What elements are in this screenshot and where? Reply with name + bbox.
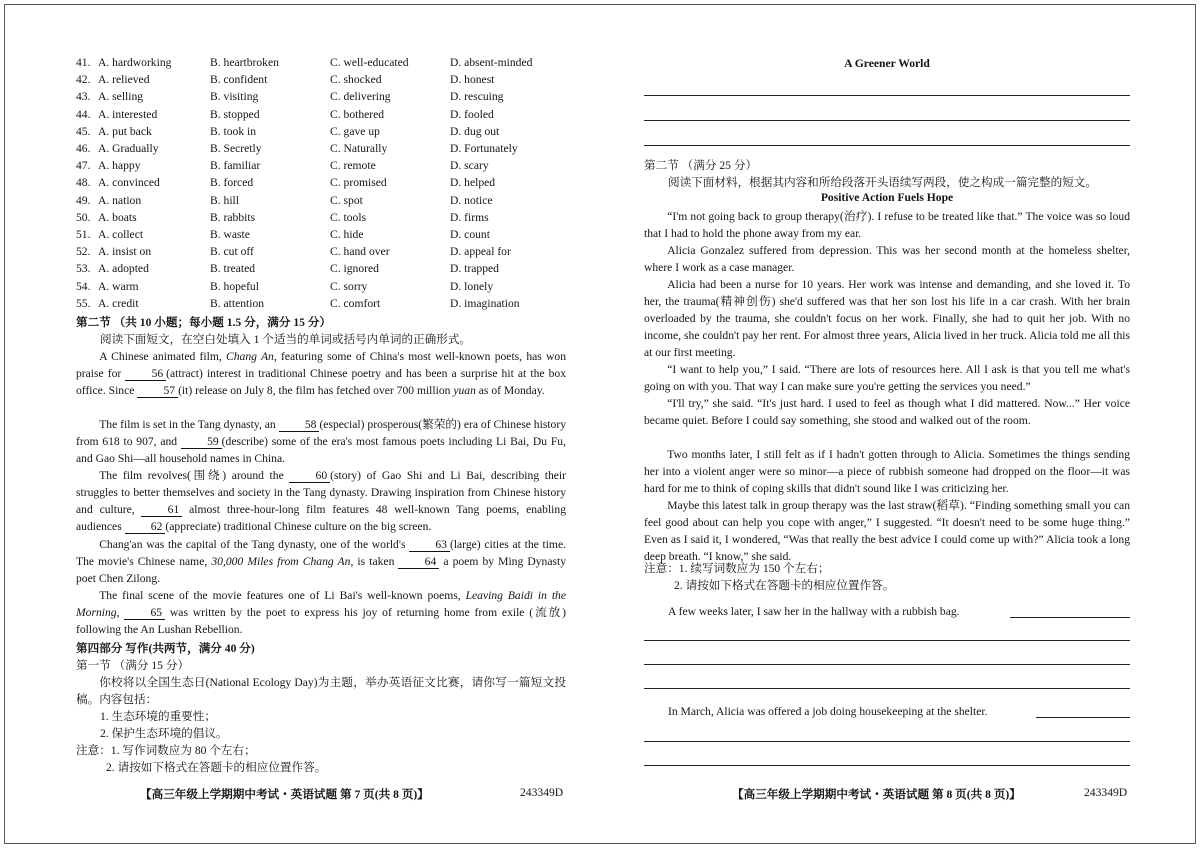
option-b-q50[interactable]: B. rabbits [210, 210, 256, 224]
blank-61[interactable]: 61 [141, 503, 182, 517]
option-b-q51[interactable]: B. waste [210, 228, 250, 241]
writing-line[interactable] [644, 145, 1130, 146]
paper-code-right: 243349D [1084, 786, 1128, 799]
option-d-q45[interactable]: D. dug out [450, 124, 500, 138]
option-c-q54[interactable]: C. sorry [330, 279, 368, 293]
option-c-q51[interactable]: C. hide [330, 228, 364, 241]
question-number: 50. [76, 210, 91, 224]
writing-line[interactable] [644, 640, 1130, 641]
option-c-q52[interactable]: C. hand over [330, 245, 390, 259]
option-a-q41[interactable]: A. hardworking [98, 56, 172, 69]
continuation-section-title: 第二节 （满分 25 分） [644, 159, 758, 172]
writing-line[interactable] [644, 741, 1130, 742]
question-number: 55. [76, 296, 91, 310]
paper-code-left: 243349D [520, 786, 564, 799]
option-d-q54[interactable]: D. lonely [450, 279, 494, 293]
option-b-q43[interactable]: B. visiting [210, 90, 259, 104]
question-number: 46. [76, 142, 91, 155]
continuation-instruction: 阅读下面材料，根据其内容和所给段落开头语续写两段，使之构成一篇完整的短文。 [668, 176, 1097, 189]
option-b-q45[interactable]: B. took in [210, 124, 257, 138]
option-c-q49[interactable]: C. spot [330, 193, 363, 207]
option-c-q50[interactable]: C. tools [330, 210, 367, 224]
option-a-q49[interactable]: A. nation [98, 193, 142, 207]
passage-paragraph-5: The final scene of the movie features one of Li Bai's well-known poems, Leaving Baidi in the Morning, 65 was written by the poet to express his joy of returning home from exile (流放) following the An Lushan Rebellion. [76, 589, 566, 636]
option-b-q49[interactable]: B. hill [210, 193, 239, 207]
option-c-q42[interactable]: C. shocked [330, 73, 382, 87]
paragraph-starter-2: In March, Alicia was offered a job doing housekeeping at the shelter. [668, 705, 988, 718]
question-number: 47. [76, 159, 91, 173]
writing-line[interactable] [644, 688, 1130, 689]
option-d-q53[interactable]: D. trapped [450, 262, 499, 276]
blank-65[interactable]: 65 [124, 606, 165, 620]
question-number: 43. [76, 90, 91, 104]
option-d-q44[interactable]: D. fooled [450, 107, 494, 121]
blank-64[interactable]: 64 [398, 555, 439, 569]
option-b-q53[interactable]: B. treated [210, 262, 256, 276]
content-item-1: 1. 生态环境的重要性； [100, 710, 216, 723]
option-a-q48[interactable]: A. convinced [98, 176, 160, 190]
question-number: 45. [76, 124, 91, 138]
option-a-q51[interactable]: A. collect [98, 228, 144, 241]
option-c-q44[interactable]: C. bothered [330, 107, 385, 121]
blank-62[interactable]: 62 [125, 520, 166, 534]
writing-line[interactable] [1010, 617, 1130, 618]
blank-63[interactable]: 63 [409, 538, 450, 552]
blank-56[interactable]: 56 [125, 367, 166, 381]
question-number: 44. [76, 107, 91, 121]
story-paragraph-7: Maybe this latest talk in group therapy was the last straw(稻草). “Finding something small you can feel good about can help you cope with anger,” I suggested. “It doesn't need to be some huge thing.” Even as I said it, I wondered, “Was that really the best advice I could come up with?” Alicia took a long deep breath. “I know,” she said. [644, 499, 1130, 563]
story-paragraph-5: “I'll try,” she said. “It's just hard. I used to feel as though what I did mattered. Now...” Her voice became quiet. Before I could say something, she stood and walked out of the room. [644, 397, 1130, 427]
option-a-q44[interactable]: A. interested [98, 107, 158, 121]
option-b-q55[interactable]: B. attention [210, 296, 265, 310]
question-number: 52. [76, 245, 91, 259]
option-b-q54[interactable]: B. hopeful [210, 279, 259, 293]
option-d-q48[interactable]: D. helped [450, 176, 496, 190]
option-c-q45[interactable]: C. gave up [330, 124, 380, 138]
option-c-q46[interactable]: C. Naturally [330, 142, 388, 155]
continuation-note-1: 注意：1. 续写词数应为 150 个左右； [644, 562, 830, 575]
page-footer-left: 【高三年级上学期期中考试・英语试题 第 7 页(共 8 页)】 [140, 788, 429, 801]
writing-note-2: 2. 请按如下格式在答题卡的相应位置作答。 [106, 761, 327, 774]
blank-57[interactable]: 57 [137, 384, 178, 398]
question-number: 42. [76, 73, 91, 87]
passage-paragraph-1: A Chinese animated film, Chang An, featuring some of China's most well-known poets, has won praise for 56 (attract) interest in traditional Chinese poetry and has been a surprise hit at the box office. Since 57 (it) release on July 8, the film has fetched over 700 million yuan as of Monday. [76, 350, 566, 397]
question-number: 48. [76, 176, 91, 190]
option-c-q48[interactable]: C. promised [330, 176, 387, 190]
option-a-q46[interactable]: A. Gradually [98, 142, 159, 155]
blank-59[interactable]: 59 [181, 435, 222, 449]
writing-line[interactable] [1036, 717, 1130, 718]
option-a-q55[interactable]: A. credit [98, 296, 139, 310]
option-d-q50[interactable]: D. firms [450, 210, 489, 224]
passage-paragraph-2: The film is set in the Tang dynasty, an 58 (especial) prosperous(繁荣的) era of Chinese history from 618 to 907, and 59 (describe) some of the era's most famous poets including Li Bai, Du Fu, and Gao Shi—all household names in China. [76, 418, 567, 465]
content-item-2: 2. 保护生态环境的倡议。 [100, 727, 228, 740]
writing-line[interactable] [644, 765, 1130, 766]
essay-title: A Greener World [844, 57, 930, 70]
story-paragraph-3: Alicia had been a nurse for 10 years. Her work was intense and demanding, and she loved it. To her, the trauma(精神创伤) she'd suffered was that her son lost his life in a car crash. With her brain overloaded by the trauma, she couldn't focus on her work. Finally, she had to quit her job. With no income, she couldn't pay her rent. For almost three years, Alicia lived in her truck. Alicia told me all this at our first meeting. [644, 278, 1130, 359]
option-a-q47[interactable]: A. happy [98, 159, 141, 173]
part4-title: 第四部分 写作(共两节，满分 40 分) [76, 642, 255, 655]
story-paragraph-2: Alicia Gonzalez suffered from depression. This was her second month at the homeless shelter, where I work as a case manager. [644, 244, 1130, 274]
question-number: 41. [76, 56, 91, 69]
question-number: 51. [76, 228, 91, 241]
story-paragraph-1: “I'm not going back to group therapy(治疗). I refuse to be treated like that.” The voice was so loud that I had to hold the phone away from my ear. [644, 210, 1130, 240]
writing-line[interactable] [644, 120, 1130, 121]
passage-paragraph-3: The film revolves(围绕) around the 60 (story) of Gao Shi and Li Bai, describing their struggles to better themselves and society in the Tang dynasty. Drawing inspiration from Chinese history and culture, 61 almost three-hour-long film features 48 well-known Tang poems, enabling audiences 62 (appreciate) traditional Chinese culture on the big screen. [76, 469, 567, 533]
blank-58[interactable]: 58 [279, 418, 320, 432]
option-d-q51[interactable]: D. count [450, 228, 490, 241]
option-d-q55[interactable]: D. imagination [450, 296, 520, 310]
option-d-q52[interactable]: D. appeal for [450, 245, 511, 259]
question-number: 54. [76, 279, 91, 293]
option-d-q47[interactable]: D. scary [450, 159, 489, 173]
option-a-q43[interactable]: A. selling [98, 90, 144, 104]
option-d-q43[interactable]: D. rescuing [450, 90, 504, 104]
option-b-q52[interactable]: B. cut off [210, 245, 254, 259]
option-d-q46[interactable]: D. Fortunately [450, 142, 518, 155]
option-d-q42[interactable]: D. honest [450, 73, 495, 87]
option-a-q52[interactable]: A. insist on [98, 245, 152, 259]
option-a-q50[interactable]: A. boats [98, 210, 137, 224]
writing-section1-instruction: 你校将以全国生态日(National Ecology Day)为主题，举办英语征文比赛，请你写一篇短文投稿。内容包括： [76, 676, 566, 706]
option-b-q41[interactable]: B. heartbroken [210, 56, 279, 69]
writing-line[interactable] [644, 664, 1130, 665]
option-d-q49[interactable]: D. notice [450, 193, 493, 207]
option-a-q42[interactable]: A. relieved [98, 73, 150, 87]
writing-section1-title: 第一节 （满分 15 分） [76, 659, 190, 672]
option-d-q41[interactable]: D. absent-minded [450, 56, 533, 69]
passage-paragraph-4: Chang'an was the capital of the Tang dynasty, one of the world's 63 (large) cities at the time. The movie's Chinese name, 30,000 Miles from Chang An, is taken 64 a poem by Ming Dynasty poet Chen Zilong. [76, 538, 566, 585]
section2-instruction: 阅读下面短文，在空白处填入 1 个适当的单词或括号内单词的正确形式。 [100, 333, 472, 346]
option-c-q43[interactable]: C. delivering [330, 90, 391, 104]
option-c-q55[interactable]: C. comfort [330, 296, 381, 310]
writing-note-1: 注意：1. 写作词数应为 80 个左右； [76, 744, 256, 757]
blank-60[interactable]: 60 [289, 469, 330, 483]
option-c-q41[interactable]: C. well-educated [330, 56, 409, 69]
writing-line[interactable] [644, 95, 1130, 96]
option-b-q44[interactable]: B. stopped [210, 107, 260, 121]
question-number: 49. [76, 193, 91, 207]
option-b-q47[interactable]: B. familiar [210, 159, 261, 173]
option-a-q54[interactable]: A. warm [98, 279, 139, 293]
option-c-q53[interactable]: C. ignored [330, 262, 379, 276]
option-b-q46[interactable]: B. Secretly [210, 142, 262, 155]
section2-title: 第二节 （共 10 小题；每小题 1.5 分，满分 15 分） [76, 316, 332, 329]
question-number: 53. [76, 262, 91, 276]
story-paragraph-6: Two months later, I still felt as if I hadn't gotten through to Alicia. Sometimes the things sending her into a violent anger were so minor—a piece of rubbish someone had dropped on the floor—it was hard for me to think of coping skills that didn't sound like I was criticizing her. [644, 448, 1130, 495]
option-a-q53[interactable]: A. adopted [98, 262, 149, 276]
page-footer-right: 【高三年级上学期期中考试・英语试题 第 8 页(共 8 页)】 [732, 788, 1021, 801]
option-b-q48[interactable]: B. forced [210, 176, 254, 190]
paragraph-starter-1: A few weeks later, I saw her in the hallway with a rubbish bag. [668, 605, 960, 618]
option-a-q45[interactable]: A. put back [98, 124, 152, 138]
option-c-q47[interactable]: C. remote [330, 159, 376, 173]
story-paragraph-4: “I want to help you,” I said. “There are lots of resources here. All I ask is that you tell me what's going on with you. That way I can make sure you're getting the services you need.” [644, 363, 1130, 393]
story-title: Positive Action Fuels Hope [820, 191, 954, 204]
continuation-note-2: 2. 请按如下格式在答题卡的相应位置作答。 [674, 579, 895, 592]
option-b-q42[interactable]: B. confident [210, 73, 268, 87]
